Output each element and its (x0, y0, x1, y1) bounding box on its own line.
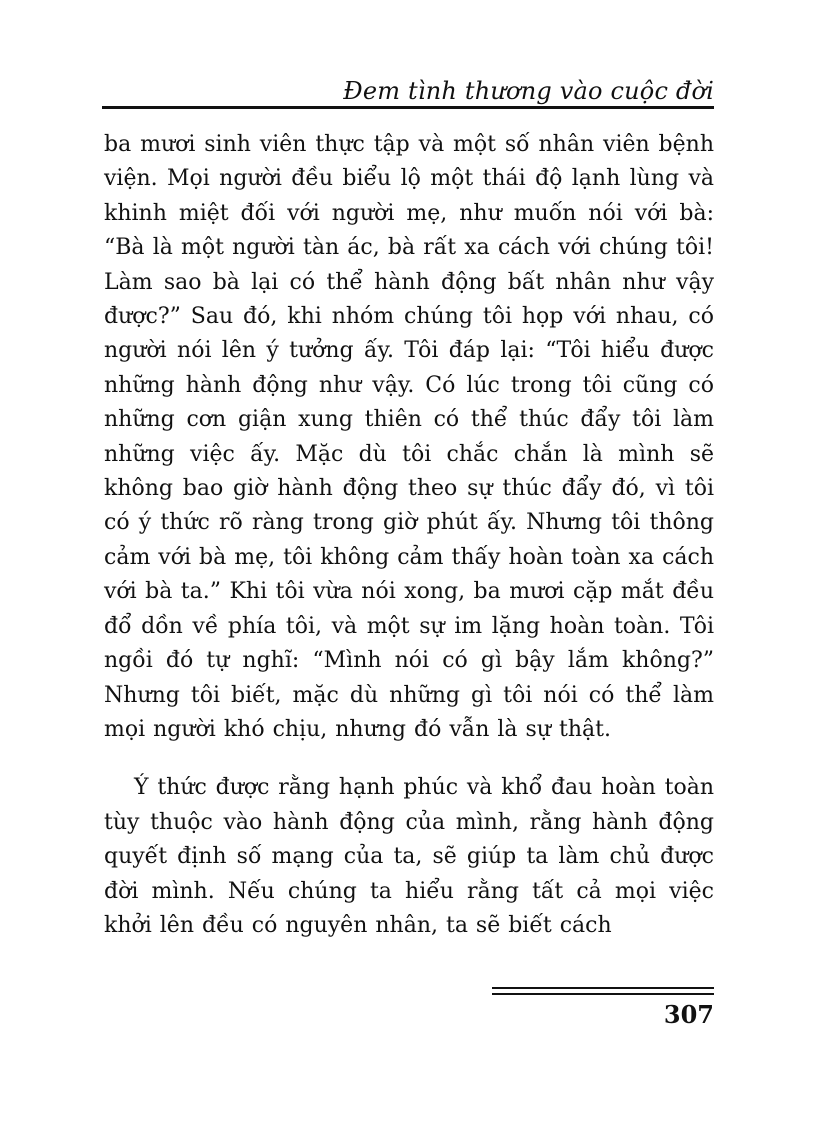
header-divider (102, 106, 714, 109)
paragraph-2: Ý thức được rằng hạnh phúc và khổ đau hoàn toàn tùy thuộc vào hành động của mình, rằng hành động quyết định số mạng của ta, sẽ giúp ta làm chủ được đời mình. Nếu chúng ta hiểu rằng tất cả mọi việc khởi lên đều có nguyên nhân, ta sẽ biết cách (104, 775, 714, 938)
paragraph-1: ba mươi sinh viên thực tập và một số nhân viên bệnh viện. Mọi người đều biểu lộ một thái độ lạnh lùng và khinh miệt đối với người mẹ, như muốn nói với bà: “Bà là một người tàn ác, bà rất xa cách với chúng tôi! Làm sao bà lại có thể hành động bất nhân như vậy được?” Sau đó, khi nhóm chúng tôi họp với nhau, có người nói lên ý tưởng ấy. Tôi đáp lại: “Tôi hiểu được những hành động như vậy. Có lúc trong tôi cũng có những cơn giận xung thiên có thể thúc đẩy tôi làm những việc ấy. Mặc dù tôi chắc chắn là mình sẽ không bao giờ hành động theo sự thúc đẩy đó, vì tôi có ý thức rõ ràng trong giờ phút ấy. Nhưng tôi thông cảm với bà mẹ, tôi không cảm thấy hoàn toàn xa cách với bà ta.” Khi tôi vừa nói xong, ba mươi cặp mắt đều đổ dồn về phía tôi, và một sự im lặng hoàn toàn. Tôi ngồi đó tự nghĩ: “Mình nói có gì bậy lắm không?” Nhưng tôi biết, mặc dù những gì tôi nói có thể làm mọi người khó chịu, nhưng đó vẫn là sự thật. (104, 132, 714, 742)
running-header-title: Đem tình thương vào cuộc đời (343, 77, 714, 105)
page-body (104, 128, 714, 943)
footer-divider-bottom (492, 993, 714, 995)
footer-divider-top (492, 987, 714, 989)
page-number: 307 (663, 1000, 714, 1029)
